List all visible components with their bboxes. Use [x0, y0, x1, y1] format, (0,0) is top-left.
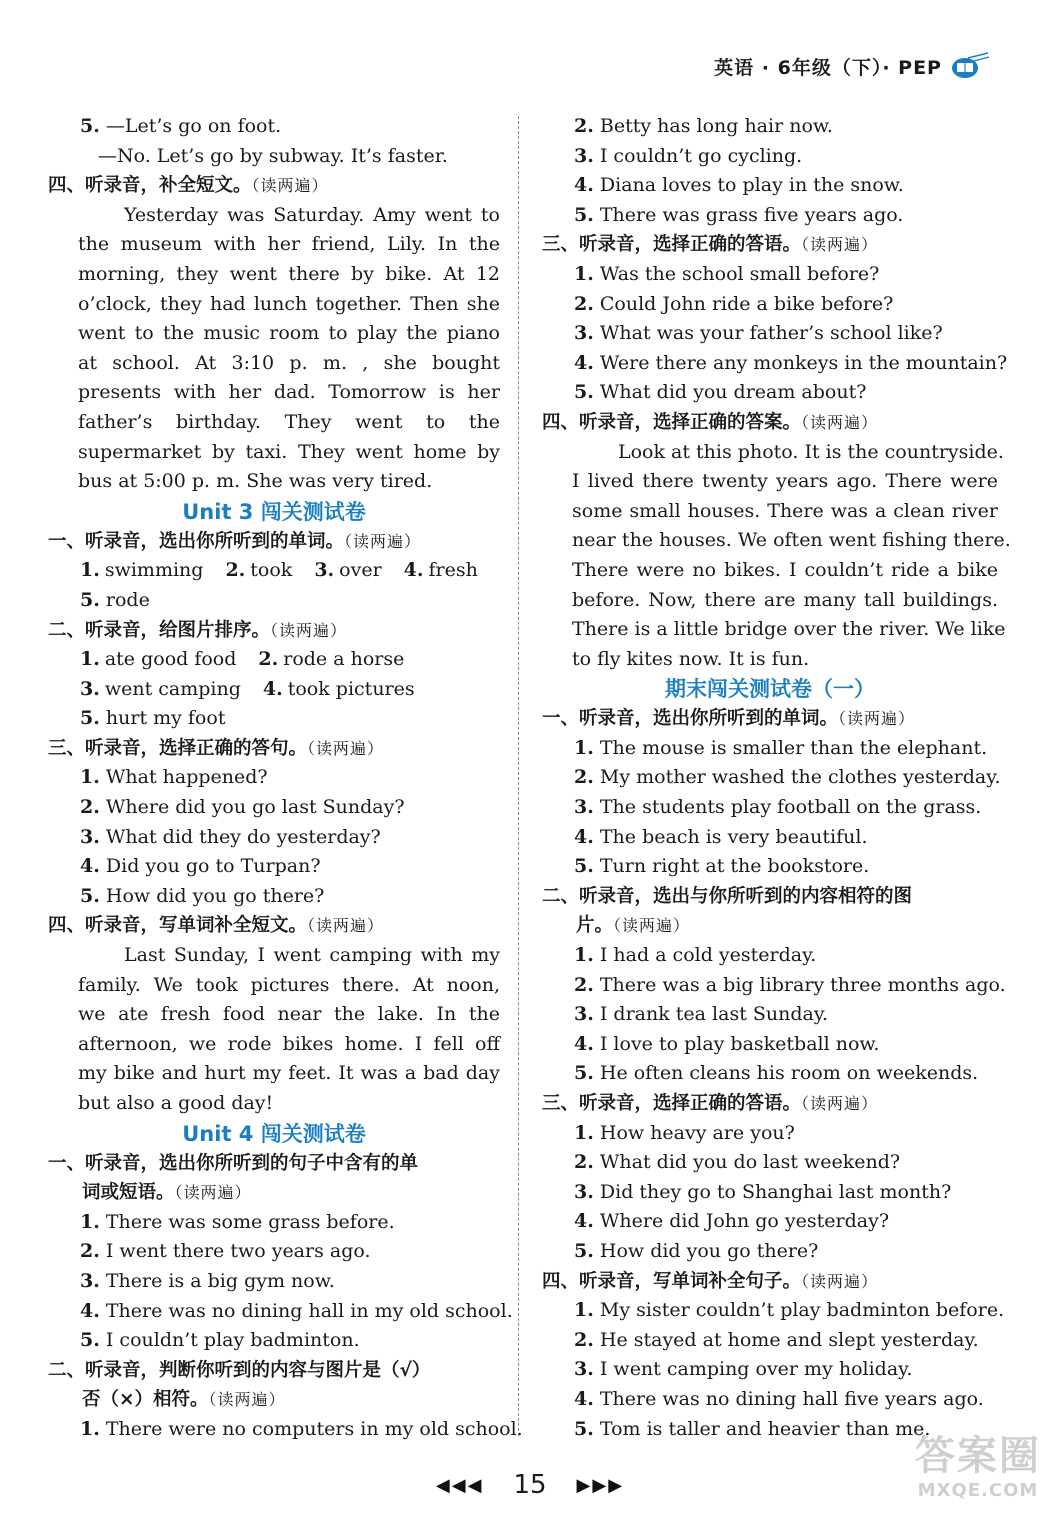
section-heading-text: 否（×）相符。: [82, 1389, 209, 1411]
item-text: What did you dream about?: [593, 381, 867, 404]
item-number: 2.: [574, 1151, 594, 1174]
list-item: [48, 1208, 500, 1238]
item-number: 4.: [574, 351, 594, 374]
paragraph-line: o’clock, they had lunch together. Then she: [78, 292, 500, 315]
item-text: There was no dining hall in my old school.: [99, 1299, 513, 1322]
item-text: He stayed at home and slept yesterday.: [593, 1328, 979, 1351]
list-item: [48, 1297, 513, 1327]
item-number: 2.: [574, 973, 594, 996]
item-text: My sister couldn’t play badminton before.: [593, 1299, 1005, 1322]
paragraph-line: Look at this photo. It is the countryside.: [618, 440, 1004, 463]
column-divider: [518, 116, 519, 1436]
section-heading: [48, 616, 500, 646]
item-text: hurt my foot: [99, 707, 226, 730]
item-text: I drank tea last Sunday.: [593, 1003, 829, 1026]
list-item: [542, 1237, 998, 1267]
item-number: 5.: [80, 588, 100, 611]
paragraph-line: but also a good day!: [78, 1092, 274, 1114]
list-item: [542, 1119, 998, 1149]
section-heading: [542, 704, 998, 734]
list-item: [542, 734, 998, 764]
list-item: [542, 319, 998, 349]
section-heading-text: 二、听录音，给图片排序。: [48, 619, 271, 641]
item-number: 1.: [574, 736, 594, 759]
item-text: fresh: [428, 559, 478, 582]
item-number: 4.: [574, 174, 594, 197]
item-number: 1.: [574, 944, 594, 967]
list-item: [542, 349, 1008, 379]
page-number: 15: [513, 1470, 547, 1500]
paragraph-line: presents with her dad. Tomorrow is her: [78, 381, 500, 404]
watermark-url: MXQE.COM: [917, 1480, 1039, 1501]
item-text: My mother washed the clothes yesterday.: [593, 766, 1001, 789]
list-item: [542, 1148, 998, 1178]
item-number: 4.: [574, 1387, 594, 1410]
list-item: [542, 1355, 998, 1385]
section-heading-note: （读两遍）: [801, 235, 879, 255]
item-number: 5.: [574, 381, 594, 404]
item-text: I love to play basketball now.: [593, 1032, 880, 1055]
paragraph-line: afternoon, we rode bikes home. I fell off: [78, 1032, 500, 1055]
section-heading-text: 三、听录音，选择正确的答语。: [542, 234, 802, 256]
list-item-row: [48, 675, 500, 705]
item-text: Turn right at the bookstore.: [593, 855, 870, 878]
section-heading: [48, 911, 500, 941]
item-text: ate good food: [104, 648, 237, 671]
watermark-logo: [908, 1432, 1048, 1524]
section-heading-note: （读两遍）: [801, 1271, 879, 1291]
right-column: [542, 112, 1011, 1444]
list-item: [48, 1415, 523, 1445]
item-number: 1.: [80, 559, 100, 582]
item-number: 2.: [574, 1328, 594, 1351]
list-item: [48, 1237, 500, 1267]
item-number: 2.: [80, 1240, 100, 1263]
list-item: [48, 763, 500, 793]
item-text: He often cleans his room on weekends.: [593, 1062, 979, 1085]
section-heading-note: （读两遍）: [208, 1390, 286, 1410]
list-item: [542, 1326, 998, 1356]
item-number: 4.: [574, 1210, 594, 1233]
list-item: [542, 852, 998, 882]
item-text: rode: [99, 588, 150, 611]
paragraph-line: family. We took pictures there. At noon,: [78, 973, 500, 996]
section-heading-note: （读两遍）: [344, 531, 422, 551]
list-item: [314, 559, 381, 581]
list-item-continuation: —No. Let’s go by subway. It’s faster.: [98, 144, 448, 167]
list-item: [542, 1030, 998, 1060]
paragraph-line: the museum with her friend, Lily. In the: [78, 233, 500, 256]
item-number: 2.: [225, 559, 246, 582]
list-item: [542, 1207, 998, 1237]
list-item: [542, 260, 998, 290]
list-item: [48, 112, 500, 142]
section-heading-text: 三、听录音，选择正确的答语。: [542, 1093, 802, 1114]
section-heading: [48, 527, 500, 557]
item-text: There was no dining hall five years ago.: [593, 1387, 984, 1410]
item-number: 3.: [314, 559, 335, 582]
item-number: 3.: [574, 796, 594, 819]
item-number: 2.: [80, 796, 100, 819]
list-item: [542, 941, 998, 971]
item-text: What happened?: [99, 766, 268, 789]
section-heading: [542, 1267, 998, 1297]
list-item: [258, 648, 404, 670]
item-number: 1.: [80, 766, 100, 789]
item-number: 1.: [80, 1210, 100, 1233]
list-item: [48, 704, 500, 734]
item-text: What was your father’s school like?: [593, 322, 943, 345]
section-heading-text: 三、听录音，选择正确的答句。: [48, 737, 308, 759]
item-number: 4.: [574, 1032, 594, 1055]
section-heading-note: （读两遍）: [307, 916, 385, 936]
list-item: [48, 1267, 500, 1297]
item-text: I went there two years ago.: [99, 1240, 371, 1263]
list-item: [80, 648, 236, 670]
item-text: I had a cold yesterday.: [593, 944, 817, 967]
item-text: I went camping over my holiday.: [593, 1358, 913, 1381]
item-text: There was some grass before.: [99, 1210, 395, 1233]
item-number: 5.: [80, 884, 100, 907]
item-number: 3.: [574, 144, 594, 167]
left-column: [48, 112, 523, 1445]
item-text: Where did John go yesterday?: [593, 1210, 890, 1233]
paragraph-line: to fly kites now. It is fun.: [572, 647, 810, 670]
list-item: [80, 559, 203, 581]
section-heading: [48, 734, 500, 764]
item-number: 5.: [574, 1062, 594, 1085]
list-item: [542, 1296, 1005, 1326]
list-item: [542, 1178, 998, 1208]
section-heading: [48, 1178, 500, 1208]
unit-title: Unit 3 闯关测试卷: [182, 499, 366, 524]
item-number: 3.: [574, 1358, 594, 1381]
paragraph-line: went to the music room to play the piano: [78, 322, 500, 345]
item-number: 2.: [574, 292, 594, 315]
item-text: How heavy are you?: [593, 1121, 795, 1144]
paragraph-line: bus at 5:00 p. m. She was very tired.: [78, 470, 433, 493]
list-item: [542, 1385, 998, 1415]
section-heading-note: （读两遍）: [613, 916, 691, 936]
paragraph-line: at school. At 3:10 p. m. , she bought: [78, 351, 500, 374]
section-heading-text: 词或短语。: [82, 1182, 175, 1204]
paragraph-line: morning, they went there by bike. At 12: [78, 262, 500, 285]
section-heading-note: （读两遍）: [801, 412, 879, 432]
section-heading: [48, 1385, 500, 1415]
item-text: Betty has long hair now.: [593, 115, 833, 137]
section-heading-text: 四、听录音，补全短文。: [48, 175, 252, 197]
list-item: [542, 823, 998, 853]
section-heading-text: 一、听录音，选出你所听到的句子中含有的单: [48, 1152, 419, 1174]
unit-title: Unit 4 闯关测试卷: [182, 1121, 366, 1146]
list-item: [542, 793, 998, 823]
section-heading-note: （读两遍）: [251, 176, 329, 196]
list-item: [542, 1059, 998, 1089]
section-heading-text: 四、听录音，写单词补全短文。: [48, 915, 308, 937]
list-item: [542, 290, 998, 320]
list-item: [48, 793, 500, 823]
item-number: 5.: [574, 203, 594, 226]
item-number: 4.: [403, 559, 424, 582]
list-item: [542, 763, 1001, 793]
item-number: 2.: [574, 766, 594, 789]
list-item: [542, 112, 998, 142]
item-text: What did they do yesterday?: [99, 825, 381, 848]
section-heading-text: 四、听录音，写单词补全句子。: [542, 1270, 802, 1292]
section-heading: [542, 230, 998, 260]
item-number: 1.: [80, 1417, 100, 1440]
watermark-text: 答案圈: [915, 1433, 1041, 1479]
page-header: [714, 52, 990, 80]
item-number: 2.: [258, 648, 279, 671]
list-item: [404, 559, 478, 581]
item-number: 5.: [80, 1329, 100, 1352]
list-item-row: [48, 556, 500, 586]
section-heading: [542, 1089, 998, 1119]
item-text: swimming: [104, 559, 204, 582]
section-heading: [48, 1149, 500, 1179]
list-item: [225, 559, 292, 581]
item-number: 3.: [574, 1003, 594, 1026]
item-number: 2.: [574, 115, 594, 137]
section-heading-text: 一、听录音，选出你所听到的单词。: [542, 708, 839, 730]
item-number: 5.: [80, 115, 100, 137]
paragraph-line: There is a little bridge over the river. We like: [572, 618, 1006, 641]
item-text: Diana loves to play in the snow.: [593, 174, 904, 197]
section-heading-text: 一、听录音，选出你所听到的单词。: [48, 530, 345, 552]
book-icon: [950, 52, 990, 80]
next-arrows-icon: ▶▶▶: [576, 1474, 625, 1496]
list-item: [48, 823, 500, 853]
item-number: 4.: [80, 855, 100, 878]
paragraph-line: supermarket by taxi. They went home by: [78, 440, 500, 463]
item-text: How did you go there?: [593, 1239, 819, 1262]
item-number: 5.: [80, 707, 100, 730]
list-item-row: [48, 645, 500, 675]
item-text: There is a big gym now.: [99, 1269, 335, 1292]
item-text: I couldn’t play badminton.: [99, 1329, 360, 1352]
item-number: 3.: [80, 677, 100, 700]
section-heading-text: 四、听录音，选择正确的答案。: [542, 411, 802, 433]
header-title: 英语 · 6年级（下）· PEP: [714, 56, 942, 79]
section-heading-note: （读两遍）: [174, 1183, 252, 1203]
item-number: 1.: [574, 262, 594, 285]
paragraph-line: Last Sunday, I went camping with my: [124, 944, 500, 967]
item-text: Was the school small before?: [593, 262, 880, 285]
item-text: took pictures: [287, 677, 415, 700]
item-text: took: [250, 559, 293, 582]
list-item: [542, 201, 998, 231]
section-heading: [542, 882, 998, 912]
list-item: [542, 142, 998, 172]
section-heading: [48, 171, 500, 201]
paragraph-line: I lived there twenty years ago. There were: [572, 470, 998, 493]
item-text: Tom is taller and heavier than me.: [593, 1417, 931, 1440]
item-text: over: [339, 559, 382, 582]
item-text: Could John ride a bike before?: [593, 292, 894, 315]
list-item: [48, 1326, 500, 1356]
list-item: [542, 171, 998, 201]
item-number: 5.: [574, 855, 594, 878]
item-number: 5.: [574, 1417, 594, 1440]
item-text: Were there any monkeys in the mountain?: [593, 351, 1008, 374]
section-heading: [542, 911, 998, 941]
list-item: [263, 678, 415, 700]
item-number: 4.: [574, 825, 594, 848]
item-text: There was a big library three months ago.: [593, 973, 1006, 996]
item-text: The students play football on the grass.: [593, 796, 982, 819]
item-number: 3.: [80, 825, 100, 848]
section-heading-note: （读两遍）: [838, 709, 916, 729]
item-text: Did you go to Turpan?: [99, 855, 321, 878]
item-text: There were no computers in my old school.: [99, 1417, 523, 1440]
list-item: [542, 378, 998, 408]
list-item: [542, 1000, 998, 1030]
prev-arrows-icon: ◀◀◀: [435, 1474, 484, 1496]
item-text: —Let’s go on foot.: [99, 115, 282, 137]
section-heading-text: 片。: [576, 915, 614, 937]
list-item: [48, 852, 500, 882]
item-text: The mouse is smaller than the elephant.: [593, 736, 988, 759]
list-item: [80, 678, 241, 700]
page-footer: [0, 1470, 1060, 1500]
section-heading: [542, 408, 998, 438]
unit-title: 期末闯关测试卷（一）: [665, 677, 875, 702]
item-number: 1.: [574, 1121, 594, 1144]
paragraph-line: Yesterday was Saturday. Amy went to: [124, 203, 500, 226]
item-text: How did you go there?: [99, 884, 325, 907]
item-number: 1.: [574, 1299, 594, 1322]
list-item: [542, 971, 1006, 1001]
item-text: Did they go to Shanghai last month?: [593, 1180, 952, 1203]
section-heading-note: （读两遍）: [801, 1094, 879, 1113]
list-item: [48, 586, 500, 616]
paragraph-line: some small houses. There was a clean river: [572, 499, 998, 522]
section-heading-note: （读两遍）: [270, 620, 348, 640]
item-number: 3.: [574, 322, 594, 345]
paragraph-line: my bike and hurt my feet. It was a bad day: [78, 1062, 500, 1085]
item-number: 3.: [80, 1269, 100, 1292]
item-text: The beach is very beautiful.: [593, 825, 868, 848]
paragraph-line: before. Now, there are many tall buildings.: [572, 588, 998, 611]
item-number: 4.: [262, 677, 283, 700]
section-heading-text: 二、听录音，选出与你所听到的内容相符的图: [542, 885, 913, 907]
list-item: [48, 882, 500, 912]
item-text: rode a horse: [283, 648, 405, 671]
item-text: went camping: [104, 677, 241, 700]
item-number: 1.: [80, 648, 100, 671]
item-text: There was grass five years ago.: [593, 203, 904, 226]
item-text: What did you do last weekend?: [593, 1151, 901, 1174]
section-heading-text: 二、听录音，判断你听到的内容与图片是（√）: [48, 1359, 431, 1381]
section-heading: [48, 1356, 500, 1386]
item-number: 3.: [574, 1180, 594, 1203]
item-number: 4.: [80, 1299, 100, 1322]
section-heading-note: （读两遍）: [307, 738, 385, 758]
paragraph-line: There were no bikes. I couldn’t ride a bike: [572, 558, 998, 581]
item-number: 5.: [574, 1239, 594, 1262]
item-text: Where did you go last Sunday?: [99, 796, 405, 819]
paragraph-line: we ate fresh food near the lake. In the: [78, 1003, 500, 1026]
item-text: I couldn’t go cycling.: [593, 144, 803, 167]
paragraph-line: father’s birthday. They went to the: [78, 410, 500, 433]
paragraph-line: near the houses. We often went fishing there.: [572, 529, 1011, 552]
